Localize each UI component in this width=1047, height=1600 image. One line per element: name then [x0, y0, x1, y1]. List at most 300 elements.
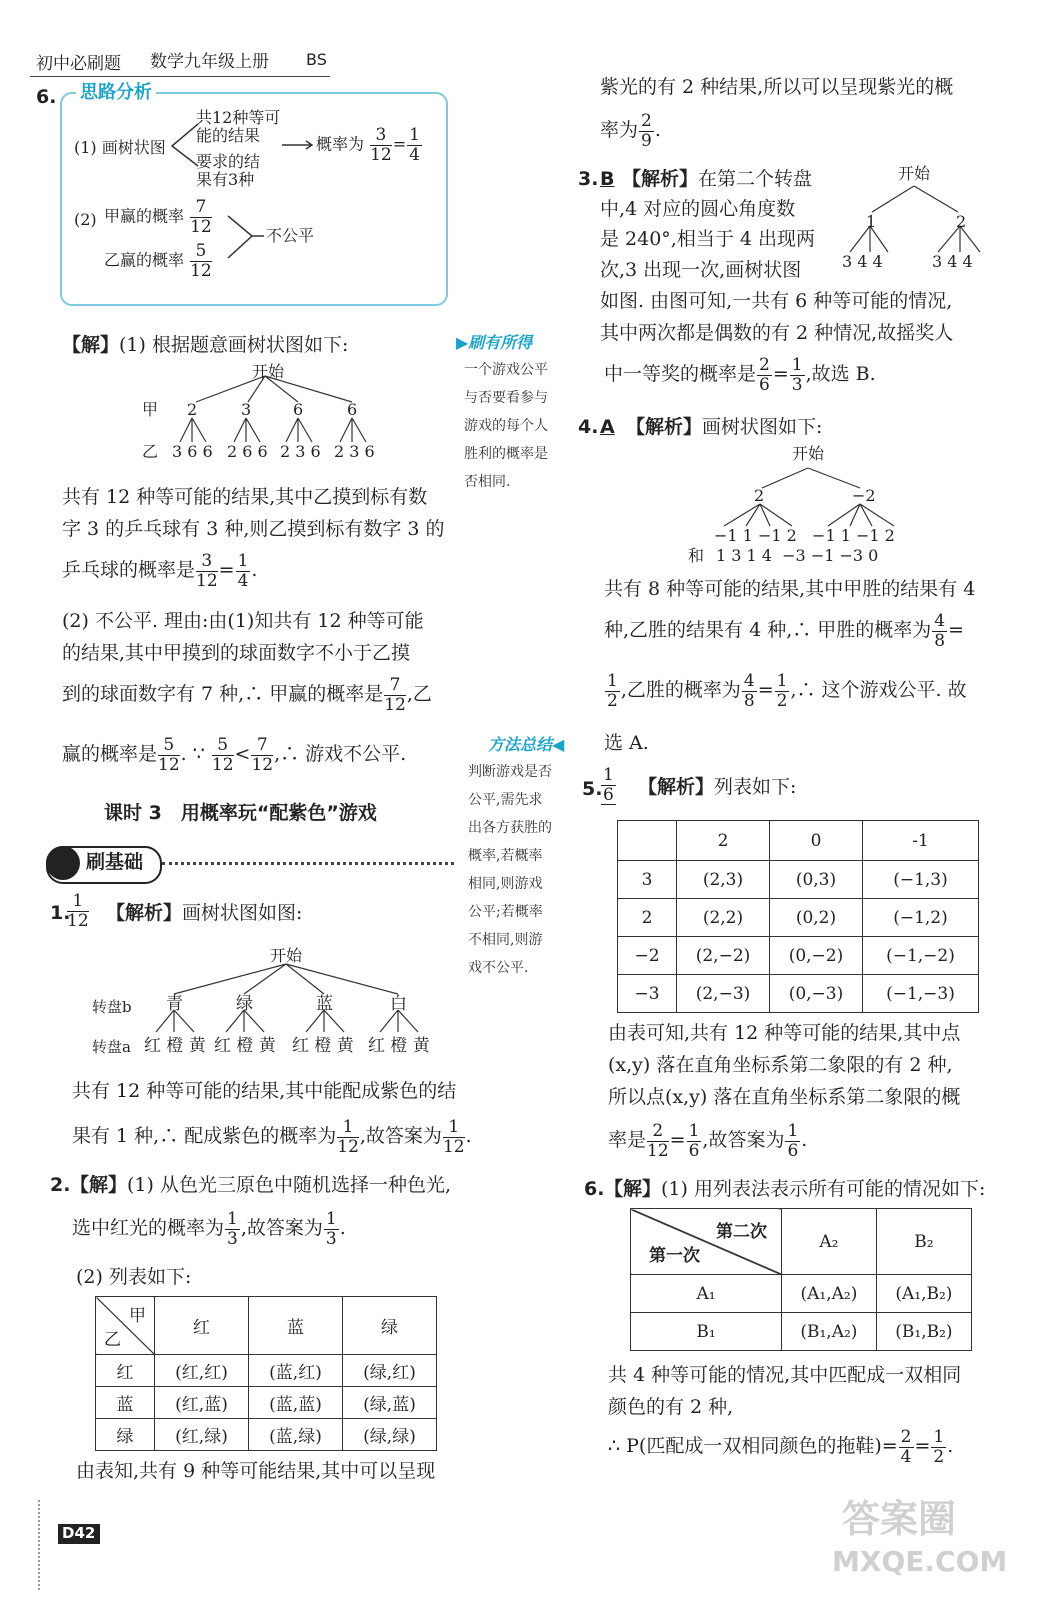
frac-3-12 [370, 126, 392, 164]
q6b-col: A₂ [782, 1209, 877, 1275]
header-subject: 数学九年级上册 [150, 52, 269, 72]
q2-col: 蓝 [249, 1297, 343, 1355]
row-head: −2 [618, 937, 677, 975]
num: 4 [934, 611, 946, 631]
section-badge-circle [46, 846, 80, 880]
cell: (蓝,蓝) [249, 1387, 343, 1419]
text-end: ,∴ 游戏不公平. [274, 743, 407, 766]
tree-q1-b-1: 青 [166, 994, 183, 1014]
num: 7 [384, 676, 406, 696]
den: 12 [337, 1136, 359, 1157]
lt: < [234, 743, 251, 766]
den: 12 [251, 754, 274, 775]
side1-title: ▶刷有所得 [456, 333, 533, 352]
corner-top: 第二次 [716, 1222, 767, 1242]
q5-l1: 由表可知,共有 12 种等可能的结果,其中点 [608, 1022, 961, 1044]
frac-4-8 [742, 672, 757, 710]
corner-bottom: 乙 [104, 1330, 121, 1350]
q2-number: 2. [50, 1174, 71, 1196]
q1-l1: 共有 12 种等可能的结果,其中能配成紫色的结 [72, 1080, 457, 1102]
q5-l4 [608, 1122, 807, 1160]
num: 2 [647, 1122, 669, 1142]
cell: (0,2) [769, 899, 862, 937]
text: 画树状图如图: [182, 902, 303, 924]
num: 5 [158, 736, 180, 756]
p2-b [104, 242, 213, 280]
den: 4 [409, 144, 420, 165]
den: 12 [190, 260, 212, 281]
den: 6 [688, 1140, 700, 1161]
text: 果有 1 种,∴ 配成紫色的概率为 [72, 1125, 337, 1148]
q6-sol-1 [62, 336, 348, 355]
tree-q6-leaf-1: 3 6 6 [172, 442, 213, 461]
q2-r2 [600, 112, 661, 150]
section-title: 刷基础 [86, 851, 144, 873]
num: 3 [370, 126, 392, 146]
label: 【解析】 [638, 776, 715, 798]
label: 【解析】 [106, 902, 183, 924]
tree-q3-mid-2: 2 [956, 212, 967, 231]
corner-bottom: 第一次 [649, 1246, 700, 1266]
text: 列表如下: [714, 776, 797, 798]
q1-number: 1. [50, 902, 71, 924]
num: 1 [688, 1121, 700, 1141]
frac-1-6 [785, 1122, 800, 1160]
den: 3 [325, 1228, 337, 1249]
tree-q3-leaf-2: 3 4 4 [932, 252, 973, 271]
text: 乒乓球的概率是 [62, 559, 196, 582]
q6b-head [604, 1180, 985, 1199]
frac-7-12 [384, 676, 406, 714]
den: 12 [190, 216, 212, 237]
text: 率是 [608, 1129, 647, 1152]
p2-a-text: 甲赢的概率 [104, 206, 185, 226]
p1-label: (1) 画树状图 [74, 138, 166, 157]
text-c: . [339, 1217, 346, 1240]
text-c: . [801, 1129, 808, 1152]
watermark-logo: 答案圈 [842, 1497, 957, 1541]
cell: (蓝,绿) [249, 1419, 343, 1451]
tree-q6-yi: 乙 [142, 442, 159, 461]
den: 2 [933, 1446, 945, 1467]
side1-line-5: 否相同. [464, 474, 511, 490]
num: 1 [325, 1209, 337, 1229]
tree-q4-mid-1: 2 [754, 486, 765, 505]
text: 画树状图如下: [702, 416, 823, 438]
q2-table [95, 1296, 437, 1451]
q6b-number: 6. [584, 1178, 605, 1200]
frac-5-12 [190, 242, 212, 280]
cell: (−1,−3) [862, 975, 978, 1013]
tree-q6-jia: 甲 [142, 400, 159, 419]
frac-4-8 [932, 612, 947, 650]
header-edition: BS [306, 50, 327, 69]
q2-row [96, 1355, 437, 1387]
num: 1 [409, 125, 420, 145]
q6b-row [631, 1313, 972, 1351]
frac-1-3 [790, 356, 805, 394]
num: 1 [337, 1118, 359, 1138]
text: 到的球面数字有 7 种,∴ 甲赢的概率是 [62, 683, 384, 706]
p1-branch [170, 120, 200, 170]
q4-number: 4. [578, 416, 599, 438]
q6-p-a2: 字 3 的乒乓球有 3 种,则乙摸到标有数字 3 的 [62, 518, 445, 540]
because: ∵ [192, 743, 205, 766]
q6b-l3: ∴ P(匹配成一双相同颜色的拖鞋)= $\frac{2}{4}$ = $\frac{1}{2}$ . [608, 1427, 954, 1467]
q5-col: 2 [677, 821, 770, 861]
num: 7 [251, 736, 273, 756]
q3-l1 [622, 170, 812, 189]
den: 12 [384, 694, 406, 715]
side2-line-6: 公平;若概率 [468, 904, 543, 920]
text-b: ,∴ 这个游戏公平. 故 [790, 679, 967, 702]
tree-q6-leaf-4: 2 3 6 [334, 442, 375, 461]
q5-row [618, 861, 979, 899]
tree-q3-leaf-1: 3 4 4 [842, 252, 883, 271]
num: 3 [196, 552, 218, 572]
row-head: 红 [96, 1355, 155, 1387]
tree-q6-root: 开始 [252, 362, 285, 381]
q2-col: 绿 [343, 1297, 437, 1355]
q5-head [638, 778, 796, 797]
q4-head [626, 418, 822, 437]
text: 种,乙胜的结果有 4 种,∴ 甲胜的概率为 [604, 619, 932, 642]
den: 8 [934, 630, 946, 651]
q5-table [617, 820, 979, 1013]
den: 2 [607, 690, 618, 711]
eq: = [392, 134, 407, 154]
q5-row [618, 899, 979, 937]
q6-p-b1: (2) 不公平. 理由:由(1)知共有 12 种等可能 [62, 610, 424, 632]
frac-5-12 [158, 736, 180, 774]
q1-answer [66, 892, 90, 930]
cell: (2,−2) [677, 937, 770, 975]
side2-line-3: 出各方获胜的 [468, 820, 552, 836]
eq: = [757, 679, 774, 702]
cell: (B₁,B₂) [876, 1313, 971, 1351]
text: 赢的概率是 [62, 743, 158, 766]
q5-answer [600, 766, 617, 805]
q6b-corner [631, 1209, 782, 1275]
side2-line-5: 相同,则游戏 [468, 876, 543, 892]
den: 2 [776, 690, 788, 711]
text: (1) 从色光三原色中随机选择一种色光, [127, 1174, 452, 1196]
q3-l6: 其中两次都是偶数的有 2 种情况,故摇奖人 [600, 322, 954, 344]
text-end: . [654, 119, 661, 142]
q2-l3: (2) 列表如下: [76, 1266, 192, 1288]
cell: (绿,绿) [343, 1419, 437, 1451]
cell: (红,蓝) [155, 1387, 249, 1419]
q2-l1 [70, 1176, 451, 1195]
tree-q3-mid-1: 1 [866, 212, 877, 231]
tree-q6-jia-1: 2 [187, 400, 198, 419]
frac-1-12 [67, 892, 89, 930]
cell: (−1,−2) [862, 937, 978, 975]
cell: (绿,蓝) [343, 1387, 437, 1419]
q5-number: 5. [582, 778, 603, 800]
q6b-row [631, 1275, 972, 1313]
den: 8 [743, 690, 755, 711]
p1-result [316, 126, 423, 164]
text: 中一等奖的概率是 [604, 363, 757, 386]
side2-line-2: 公平,需先求 [468, 792, 543, 808]
side2-line-7: 不相同,则游 [468, 932, 543, 948]
num: 1 [237, 551, 249, 571]
num: 5 [212, 736, 234, 756]
cell: (A₁,B₂) [876, 1275, 971, 1313]
q3-l5: 如图. 由图可知,一共有 6 种等可能的情况, [600, 290, 953, 312]
tree-q4-root: 开始 [792, 444, 825, 463]
num: 4 [743, 671, 755, 691]
page-number: D42 [62, 1524, 96, 1542]
tree-q6-jia-4: 6 [347, 400, 358, 419]
lesson-title: 课时 3 用概率玩“配紫色”游戏 [104, 802, 377, 824]
den: 6 [603, 784, 614, 805]
text-end: ,乙 [406, 683, 432, 706]
tree-q1-a-3: 红 橙 黄 [292, 1036, 354, 1056]
cell: (蓝,红) [249, 1355, 343, 1387]
q5-l2: (x,y) 落在直角坐标系第二象限的有 2 种, [608, 1054, 953, 1076]
cell: (2,−3) [677, 975, 770, 1013]
num: 5 [190, 242, 212, 262]
frac-1-12 [443, 1118, 465, 1156]
p2-label: (2) [74, 210, 97, 229]
text-end: ,故选 B. [805, 363, 876, 386]
text: 率为 [600, 119, 639, 142]
num: 2 [641, 111, 652, 131]
tree-q1-row-a: 转盘a [92, 1038, 131, 1056]
sol-label: 【解】 [62, 334, 120, 356]
side2-line-8: 戏不公平. [468, 960, 529, 976]
num: 1 [443, 1118, 465, 1138]
frac-1-2 [605, 672, 620, 710]
num: 1 [933, 1427, 945, 1447]
cell: (−1,2) [862, 899, 978, 937]
tree-q6-jia-2: 3 [241, 400, 252, 419]
frac-1-3 [324, 1210, 339, 1248]
q3-l4: 次,3 出现一次,画树状图 [600, 259, 802, 281]
frac-1-2 [775, 672, 790, 710]
p1-arrow [282, 140, 316, 150]
watermark-url: MXQE.COM [832, 1545, 1008, 1578]
den: 9 [641, 130, 652, 151]
section-dots [162, 862, 454, 865]
p1-bottom-1: 要求的结 [196, 152, 261, 171]
text: ∴ P(匹配成一双相同颜色的拖鞋)= [608, 1435, 898, 1458]
num: 1 [787, 1121, 799, 1141]
q6-p-b2: 的结果,其中甲摸到的球面数字不小于乙摸 [62, 642, 411, 664]
q6b-l1: 共 4 种等可能的情况,其中匹配成一双相同 [608, 1364, 962, 1386]
frac-2-12 [647, 1122, 669, 1160]
header-rule [30, 76, 330, 77]
den: 3 [227, 1228, 238, 1249]
frac-5-12 [212, 736, 234, 774]
q4-l1: 共有 8 种等可能的结果,其中甲胜的结果有 4 [604, 578, 976, 600]
q5-row [618, 975, 979, 1013]
frac-2-4 [899, 1428, 914, 1466]
tree-q6-leaf-3: 2 3 6 [280, 442, 321, 461]
eq: = [218, 559, 235, 582]
row-head: A₁ [631, 1275, 782, 1313]
row-head: 蓝 [96, 1387, 155, 1419]
q6-p-a1: 共有 12 种等可能的结果,其中乙摸到标有数 [62, 486, 428, 508]
q6-number: 6. [36, 86, 57, 108]
tree-q1-a-4: 红 橙 黄 [368, 1036, 430, 1056]
num: 1 [227, 1209, 238, 1229]
label: 【解析】 [626, 416, 703, 438]
tree-q6-jia-3: 6 [293, 400, 304, 419]
q1-head [106, 904, 302, 923]
q5-col: -1 [862, 821, 978, 861]
side1-line-2: 与否要看参与 [464, 390, 548, 406]
text-b: ,故答案为 [240, 1217, 323, 1240]
q4-l4: 选 A. [604, 732, 649, 754]
den: 3 [791, 374, 803, 395]
frac-1-2 [931, 1428, 946, 1466]
cell: (红,绿) [155, 1419, 249, 1451]
frac-7-12 [190, 198, 212, 236]
tree-q4-mid-2: −2 [852, 486, 876, 505]
p1-top-1: 共12种等可 [196, 108, 281, 127]
p1-result-label: 概率为 [316, 134, 365, 154]
cell: (0,−3) [769, 975, 862, 1013]
q3-l7 [604, 356, 876, 394]
tree-q3 [838, 180, 998, 260]
q2-r1: 紫光的有 2 种结果,所以可以呈现紫光的概 [600, 76, 954, 98]
cell: (2,2) [677, 899, 770, 937]
q2-col: 红 [155, 1297, 249, 1355]
q6-p-b3 [62, 676, 432, 714]
cell: (0,3) [769, 861, 862, 899]
den: 4 [900, 1446, 912, 1467]
text-b: ,故答案为 [359, 1125, 442, 1148]
den: 12 [370, 144, 392, 165]
q5-corner [618, 821, 677, 861]
frac-1-6 [687, 1122, 702, 1160]
text: ,乙胜的概率为 [620, 679, 741, 702]
p1-bottom-2: 果有3种 [196, 170, 255, 189]
den: 6 [787, 1140, 799, 1161]
cell: (B₁,A₂) [782, 1313, 877, 1351]
row-head: B₁ [631, 1313, 782, 1351]
q6b-table [630, 1208, 972, 1351]
eq: = [914, 1435, 931, 1458]
q2-l4: 由表知,共有 9 种等可能结果,其中可以呈现 [76, 1460, 436, 1482]
text: 在第二个转盘 [698, 168, 813, 190]
q5-l3: 所以点(x,y) 落在直角坐标系第二象限的概 [608, 1086, 961, 1108]
num: 1 [776, 671, 788, 691]
den: 6 [759, 374, 770, 395]
q3-answer: B [600, 168, 615, 190]
footer-dots [38, 1500, 40, 1590]
num: 7 [190, 198, 212, 218]
num: 2 [759, 355, 770, 375]
row-head: 2 [618, 899, 677, 937]
q5-row [618, 937, 979, 975]
den: 12 [158, 754, 180, 775]
corner-top: 甲 [129, 1306, 146, 1326]
text-c: . [465, 1125, 472, 1148]
tree-q1-b-4: 白 [390, 994, 407, 1014]
tree-q6-leaf-2: 2 6 6 [227, 442, 268, 461]
q1-l2 [72, 1118, 472, 1156]
q4-l2 [604, 612, 964, 650]
row-head: −3 [618, 975, 677, 1013]
p1-top-2: 能的结果 [196, 126, 261, 145]
side2-line-1: 判断游戏是否 [468, 764, 552, 780]
q6b-l2: 颜色的有 2 种, [608, 1396, 734, 1418]
side2-line-4: 概率,若概率 [468, 848, 543, 864]
p2-b-text: 乙赢的概率 [104, 250, 185, 270]
text-b: ,故答案为 [702, 1129, 785, 1152]
side1-line-3: 游戏的每个人 [464, 418, 548, 434]
num: 1 [607, 671, 618, 691]
q4-l3 [604, 672, 967, 710]
eq: = [948, 619, 965, 642]
frac-7-12 [251, 736, 273, 774]
label: 【解】 [70, 1174, 128, 1196]
num: 1 [603, 765, 614, 785]
cell: (红,红) [155, 1355, 249, 1387]
num: 1 [791, 355, 803, 375]
sol1-text: (1) 根据题意画树状图如下: [119, 334, 349, 356]
tree-q1-b-3: 蓝 [316, 994, 333, 1014]
cell: (绿,红) [343, 1355, 437, 1387]
num: 1 [67, 892, 89, 912]
den: 12 [211, 754, 234, 775]
den: 12 [647, 1140, 669, 1161]
q6-p-b4: 赢的概率是 $\frac{5}{12}$ . ∵ $\frac{5}{12}$ < $\frac{7}{12}$ ,∴ 游戏不公平. [62, 735, 407, 775]
tree-q1-a-1: 红 橙 黄 [144, 1036, 206, 1056]
q6-p-a3: 乒乓球的概率是 $\frac{3}{12}$ = $\frac{1}{4}$ . [62, 551, 258, 591]
frac-2-6 [757, 356, 772, 394]
q4-answer: A [600, 416, 615, 438]
tree-q4-sums: 1 3 1 4 −3 −1 −3 0 [716, 546, 879, 565]
den: 4 [237, 570, 249, 591]
tree-q4-leaves: −1 1 −1 2 −1 1 −1 2 [714, 526, 895, 545]
row-head: 绿 [96, 1419, 155, 1451]
frac-1-3 [225, 1210, 240, 1248]
tree-q1-a-2: 红 橙 黄 [214, 1036, 276, 1056]
frac-1-4 [236, 552, 251, 590]
den: 12 [67, 910, 89, 931]
cell: (0,−2) [769, 937, 862, 975]
frac-1-6 [601, 766, 616, 805]
tree-q1-b-2: 绿 [236, 994, 253, 1014]
q2-l2 [72, 1210, 346, 1248]
tree-q4-sum-label: 和 [688, 546, 705, 565]
frac-2-9 [639, 112, 654, 150]
tree-q4 [704, 464, 924, 534]
p2-branch [226, 212, 266, 262]
tree-q1-row-b: 转盘b [92, 998, 132, 1016]
frac-1-12 [337, 1118, 359, 1156]
den: 12 [442, 1136, 465, 1157]
cell: (A₁,A₂) [782, 1275, 877, 1313]
p2-a [104, 198, 213, 236]
text: (1) 用列表法表示所有可能的情况如下: [661, 1178, 986, 1200]
text: 选中红光的概率为 [72, 1217, 225, 1240]
q5-col: 0 [769, 821, 862, 861]
tree-q3-root: 开始 [898, 164, 931, 183]
q3-number: 3. [578, 168, 599, 190]
header-book: 初中必刷题 [36, 54, 121, 74]
den: 12 [196, 570, 218, 591]
cell: (2,3) [677, 861, 770, 899]
side1-line-1: 一个游戏公平 [464, 362, 548, 378]
side2-title: 方法总结◀ [488, 735, 565, 754]
q2-corner [96, 1297, 155, 1355]
